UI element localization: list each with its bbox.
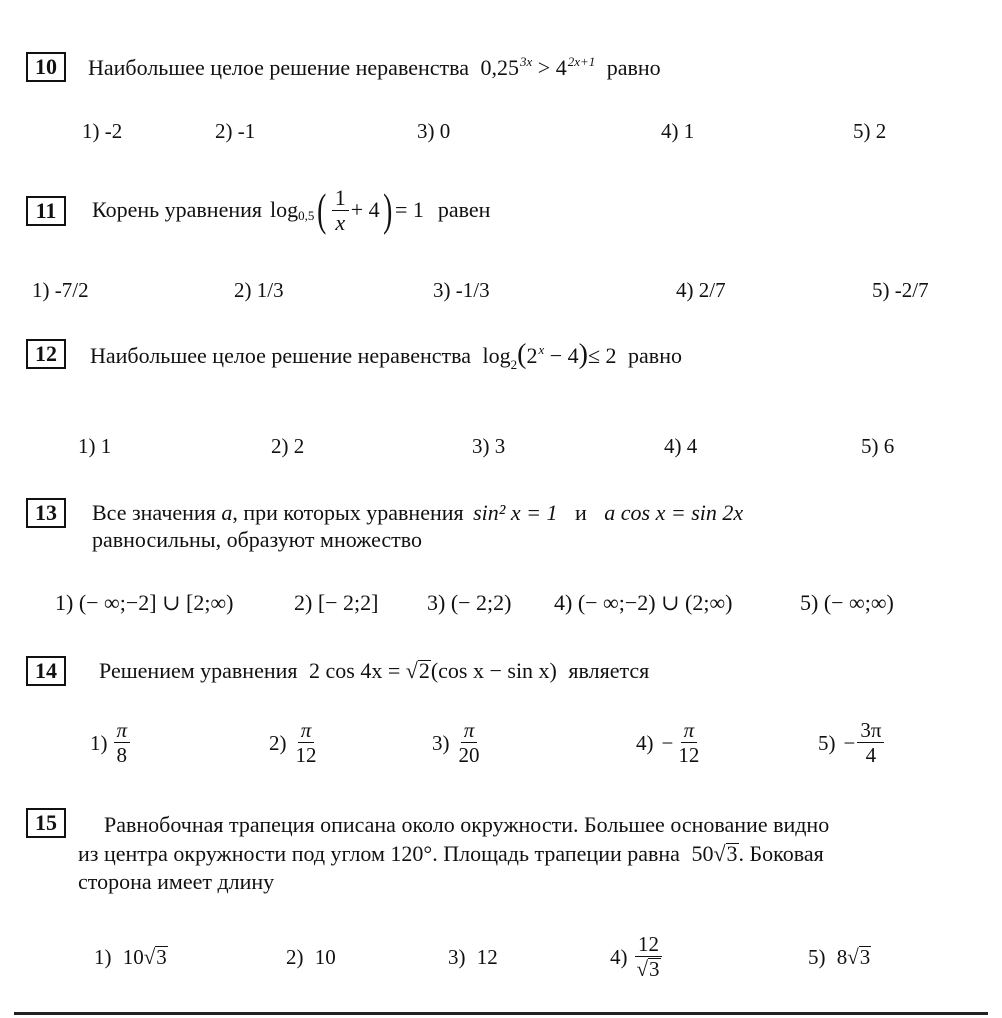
option-10-5[interactable]: 5) 2 [853, 119, 887, 143]
option-value: 10 [314, 945, 336, 969]
option-value: 12 [476, 945, 498, 969]
problem-11-statement [92, 184, 491, 235]
expr-log-base: 2 [510, 357, 518, 372]
option-14-4[interactable] [636, 718, 704, 767]
problem-number-11: 11 [26, 196, 66, 226]
option-label: 5) [808, 945, 826, 969]
problem-13-text-pre: Все значения [92, 500, 216, 525]
option-12-1[interactable]: 1) 1 [78, 434, 112, 458]
area-root: 3 [726, 841, 738, 866]
problem-number-14: 14 [26, 656, 66, 686]
problem-10-statement [88, 55, 661, 84]
expr-frac-num: 1 [332, 186, 349, 211]
problem-number-15: 15 [26, 808, 66, 838]
expr-base2: 4 [555, 55, 567, 80]
option-12-2[interactable]: 2) 2 [271, 434, 305, 458]
option-15-1[interactable]: 1) 10√3 [94, 945, 167, 969]
option-value: 8 [836, 945, 848, 969]
option-num: π [114, 718, 131, 743]
option-den: 12 [295, 743, 317, 767]
option-11-2[interactable]: 2) 1/3 [234, 278, 284, 302]
problem-13-var-a: a [221, 500, 233, 525]
area-coef: 50 [691, 841, 714, 866]
bottom-rule [14, 1012, 988, 1015]
option-label: 4) [610, 944, 628, 969]
problem-14-statement [99, 658, 649, 684]
problem-11-text-post: равен [437, 197, 491, 222]
option-11-1[interactable]: 1) -7/2 [32, 278, 89, 302]
option-13-2[interactable]: 2) [− 2;2] [294, 590, 379, 615]
option-label: 1) [94, 945, 112, 969]
option-13-4[interactable]: 4) (− ∞;−2) ∪ (2;∞) [554, 590, 733, 615]
option-den: √3 [636, 957, 660, 981]
option-num: 12 [635, 932, 662, 957]
problem-13-conj: и [575, 500, 587, 525]
expr-root: 2 [418, 658, 430, 683]
problem-10-text-post: равно [606, 55, 661, 80]
option-12-5[interactable]: 5) 6 [861, 434, 895, 458]
problem-13-eq1: sin² x = 1 [473, 500, 558, 525]
option-den: 8 [116, 743, 128, 767]
expr-rhs: ≤ 2 [587, 343, 617, 368]
problem-14-expression: 2 cos 4x = √2(cos x − sin x) [309, 658, 557, 683]
option-11-3[interactable]: 3) -1/3 [433, 278, 490, 302]
option-value: 10 [122, 945, 144, 969]
expr-inner-rest: − 4 [549, 343, 579, 368]
expr-op: > [537, 55, 551, 80]
problem-number-10: 10 [26, 52, 66, 82]
option-den: 20 [458, 743, 480, 767]
option-10-4[interactable]: 4) 1 [661, 119, 695, 143]
expr-base1: 0,25 [480, 55, 519, 80]
option-15-4[interactable] [610, 932, 666, 981]
option-11-5[interactable]: 5) -2/7 [872, 278, 929, 302]
expr-exp1: 3x [519, 54, 533, 69]
expr-frac-den: x [335, 209, 346, 235]
expr-log: log [270, 197, 299, 222]
expr-inner-base: 2 [526, 343, 538, 368]
option-num: 3π [857, 718, 884, 743]
problem-15-line-2-post: . Боковая [738, 841, 824, 866]
option-12-3[interactable]: 3) 3 [472, 434, 506, 458]
option-label: 3) [448, 945, 466, 969]
option-12-4[interactable]: 4) 4 [664, 434, 698, 458]
option-label: 1) [90, 730, 108, 755]
problem-number-12: 12 [26, 339, 66, 369]
option-label: 5) [818, 730, 836, 755]
problem-14-text-post: является [568, 658, 650, 683]
expr-exp2: 2x+1 [567, 54, 596, 69]
option-14-3[interactable] [432, 718, 485, 767]
option-15-2[interactable] [286, 944, 336, 970]
problem-13-text-mid: , при которых уравнения [232, 500, 464, 525]
option-num: π [461, 718, 478, 743]
problem-15-line-1: Равнобочная трапеция описана около окружности. Большее основание видно [104, 812, 830, 837]
problem-15-line-2-pre: из центра окружности под углом 120°. Площадь трапеции равна [78, 841, 680, 866]
expr-lhs: 2 cos 4x = [309, 658, 401, 683]
option-15-3[interactable] [448, 944, 498, 970]
option-label: 3) [432, 730, 450, 755]
problem-15-area: 50√3 [691, 841, 738, 866]
option-15-5[interactable]: 5) 8√3 [808, 945, 871, 969]
problem-12-expression: $\log_2(2^x - 4)\le 2$ [482, 339, 617, 372]
option-13-3[interactable]: 3) (− 2;2) [427, 590, 512, 615]
option-label: 2) [269, 730, 287, 755]
option-10-1[interactable]: 1) -2 [82, 119, 123, 143]
problem-11-expression: log $_{0,5}$ ( $\frac{1}{x}$ + 4 ) = 1 [270, 184, 424, 235]
option-root: 3 [859, 945, 871, 969]
option-num: π [298, 718, 315, 743]
expr-log: log [482, 343, 511, 368]
option-den: 12 [678, 743, 700, 767]
problem-13-eq2: a cos x = sin 2x [604, 500, 744, 525]
problem-11-text-pre: Корень уравнения [92, 197, 263, 222]
problem-14-text-pre: Решением уравнения [99, 658, 298, 683]
problem-10-expression [480, 55, 600, 80]
option-label: 4) [636, 730, 654, 755]
option-13-5[interactable]: 5) (− ∞;∞) [800, 590, 894, 615]
option-num: π [681, 718, 698, 743]
problem-15-line-2 [78, 841, 824, 867]
expr-plus: + 4 [350, 197, 380, 222]
option-10-2[interactable]: 2) -1 [215, 119, 256, 143]
option-root: 3 [156, 945, 167, 969]
option-sign: − [843, 730, 856, 755]
expr-log-base: 0,5 [298, 208, 315, 223]
problem-15-line-3: сторона имеет длину [78, 869, 275, 894]
option-14-5[interactable] [818, 718, 886, 767]
problem-13-line-1 [92, 500, 743, 526]
expr-rest: (cos x − sin x) [430, 658, 557, 683]
problem-12-statement [90, 339, 682, 372]
option-11-4[interactable]: 4) 2/7 [676, 278, 726, 302]
option-13-1[interactable]: 1) (− ∞;−2] ∪ [2;∞) [55, 590, 234, 615]
expr-rhs: = 1 [394, 197, 424, 222]
option-14-1[interactable] [90, 718, 132, 767]
option-10-3[interactable]: 3) 0 [417, 119, 451, 143]
expr-inner-exp: x [538, 342, 545, 357]
option-sign: − [661, 730, 674, 755]
option-label: 2) [286, 945, 304, 969]
problem-number-13: 13 [26, 498, 66, 528]
problem-10-text-pre: Наибольшее целое решение неравенства [88, 55, 469, 80]
problem-13-line-2: равносильны, образуют множество [92, 527, 423, 552]
option-den: 4 [865, 743, 877, 767]
problem-12-text-pre: Наибольшее целое решение неравенства [90, 343, 471, 368]
option-14-2[interactable] [269, 718, 322, 767]
problem-12-text-post: равно [628, 343, 682, 368]
